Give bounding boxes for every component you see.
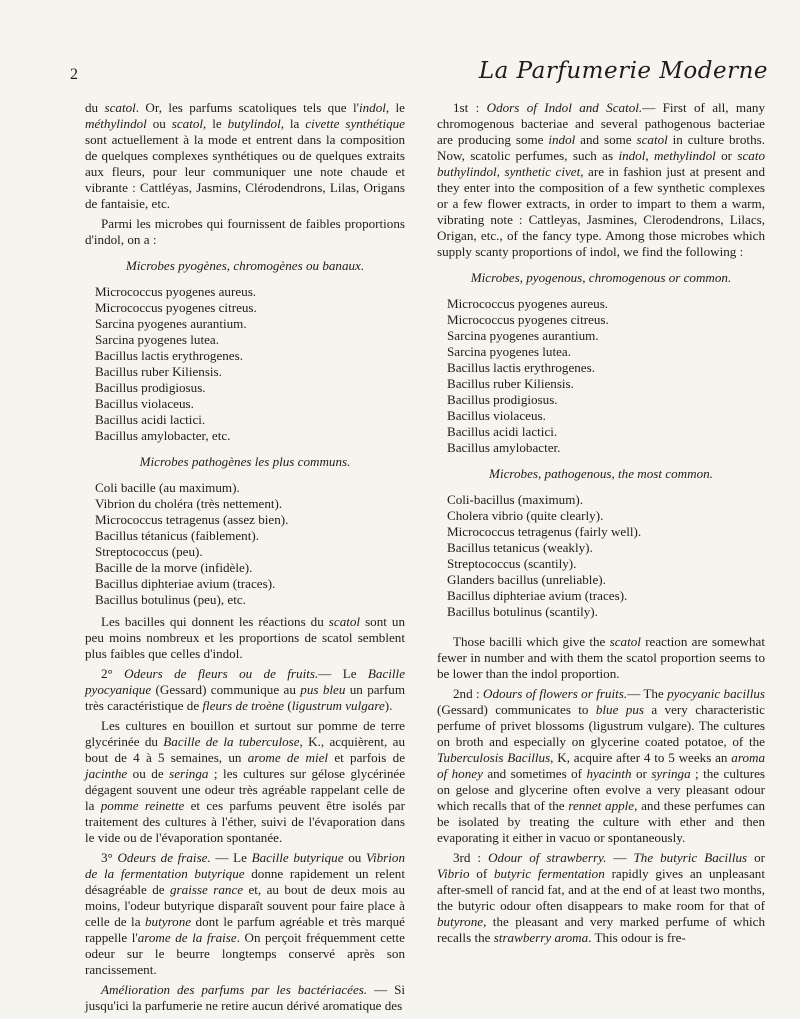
list-item: Bacillus violaceus. xyxy=(447,408,546,423)
microbe-list xyxy=(85,480,405,608)
list-item: Glanders bacillus (unreliable). xyxy=(447,572,606,587)
list-item: Micrococcus tetragenus (fairly well). xyxy=(447,524,642,539)
list-item: Micrococcus tetragenus (assez bien). xyxy=(95,512,289,527)
list-item: Sarcina pyogenes lutea. xyxy=(447,344,571,359)
list-item: Bacillus prodigiosus. xyxy=(447,392,558,407)
list-item: Cholera vibrio (quite clearly). xyxy=(447,508,604,523)
paragraph: 3° Odeurs de fraise. — Le Bacille butyrique ou Vibrion de la fermentation butyrique donne rapidement un relent désagréable de graisse rance et, au bout de deux mois au moins, l'odeur butyrique disparaît souvent pour faire place à celle de la butyrone dont le parfum agréable et très marqué rappelle l'arome de la fraise. On perçoit fréquemment cette odeur sur le beurre longtemps conservé après son rancissement. xyxy=(85,850,405,977)
list-item: Bacillus diphteriae avium (traces). xyxy=(95,576,276,591)
paragraph: Amélioration des parfums par les bactériacées. — Si jusqu'ici la parfumerie ne retire aucun dérivé aromatique des xyxy=(85,982,405,1013)
list-item: Micrococcus pyogenes citreus. xyxy=(447,312,609,327)
paragraph: Parmi les microbes qui fournissent de faibles proportions d'indol, on a : xyxy=(85,216,405,247)
list-item: Bacillus amylobacter, etc. xyxy=(95,428,231,443)
list-item: Streptococcus (scantily). xyxy=(447,556,577,571)
section-heading: Microbes pathogènes les plus communs. xyxy=(139,454,351,469)
page-number: 2 xyxy=(70,66,78,83)
list-item: Bacillus tetanicus (weakly). xyxy=(447,540,593,555)
list-item: Bacille de la morve (infidèle). xyxy=(95,560,253,575)
microbe-list xyxy=(437,296,765,456)
section-heading: Microbes pyogènes, chromogènes ou banaux. xyxy=(125,258,365,273)
list-item: Bacillus prodigiosus. xyxy=(95,380,206,395)
paragraph: 2° Odeurs de fleurs ou de fruits.— Le Bacille pyocyanique (Gessard) communique au pus bleu un parfum très caractéristique de fleurs de troène (ligustrum vulgare). xyxy=(85,666,406,713)
list-item: Bacillus lactis erythrogenes. xyxy=(447,360,595,375)
list-item: Micrococcus pyogenes citreus. xyxy=(95,300,257,315)
list-item: Bacillus acidi lactici. xyxy=(95,412,206,427)
list-item: Bacillus botulinus (peu), etc. xyxy=(95,592,246,607)
list-item: Micrococcus pyogenes aureus. xyxy=(447,296,609,311)
section-heading: Microbes, pathogenous, the most common. xyxy=(489,466,713,481)
list-item: Coli bacille (au maximum). xyxy=(95,480,240,495)
microbe-list xyxy=(85,284,405,444)
list-item: Vibrion du choléra (très nettement). xyxy=(95,496,283,511)
french-column xyxy=(85,100,405,1018)
paragraph: 3rd : Odour of strawberry. — The butyric Bacillus or Vibrio of butyric fermentation rapidly gives an unpleasant after-smell of rancid fat, and at the end of at least two months, the butyric odour often disappears to make room for that of butyrone, the pleasant and very marked perfume of which recalls the strawberry aroma. This odour is fre- xyxy=(437,850,765,945)
paragraph: Les bacilles qui donnent les réactions du scatol sont un peu moins nombreux et les proportions de scatol semblent plus faibles que celles d'indol. xyxy=(85,614,406,661)
list-item: Sarcina pyogenes aurantium. xyxy=(95,316,247,331)
list-item: Sarcina pyogenes aurantium. xyxy=(447,328,599,343)
paragraph: du scatol. Or, les parfums scatoliques tels que l'indol, le méthylindol ou scatol, le butylindol, la civette synthétique sont actuellement à la mode et entrent dans la composition de quelques complexes synthétiques ou de quelques extraits aux fleurs, pour leur communiquer une note chaude et vibrante : Cattléyas, Jasmins, Clérodendrons, Lilas, Origans de fantaisie, etc. xyxy=(85,100,405,211)
list-item: Bacillus ruber Kiliensis. xyxy=(447,376,574,391)
list-item: Streptococcus (peu). xyxy=(95,544,203,559)
paragraph: 2nd : Odours of flowers or fruits.— The pyocyanic bacillus (Gessard) communicates to blue pus a very characteristic perfume of privet blossoms (ligustrum vulgare). The cultures on broth and especially on glycerine coated potatoe, of the Tuberculosis Bacillus, K, acquire after 4 to 5 weeks an aroma of honey and sometimes of hyacinth or syringa ; the cultures on gelose and glycerine often evolve a very pleasant odour which recalls that of the rennet apple, and these perfumes can be isolated by treating the culture with ether and then evaporating it either in vacuo or spontaneously. xyxy=(437,686,765,845)
paragraph: 1st : Odors of Indol and Scatol.— First of all, many chromogenous bacteriae and several pathogenous bacteriae are producing some indol and some scatol in culture broths. Now, scatolic perfumes, such as indol, methylindol or scato buthylindol, synthetic civet, are in fashion just at present and they enter into the composition of a few synthetic complexes or a few flower extracts, in order to impart to them a warm, vibrating note : Cattleyas, Jasmines, Clerodendrons, Lilacs, Origan, etc., of the fancy type. Among those microbes which supply scanty proportions of indol, we find the following : xyxy=(437,100,766,259)
list-item: Bacillus violaceus. xyxy=(95,396,194,411)
list-item: Bacillus lactis erythrogenes. xyxy=(95,348,243,363)
list-item: Micrococcus pyogenes aureus. xyxy=(95,284,257,299)
journal-title: La Parfumerie Moderne xyxy=(478,58,768,84)
section-heading: Microbes, pyogenous, chromogenous or common. xyxy=(470,270,732,285)
english-column xyxy=(437,100,765,950)
list-item: Bacillus acidi lactici. xyxy=(447,424,558,439)
list-item: Sarcina pyogenes lutea. xyxy=(95,332,219,347)
list-item: Bacillus tétanicus (faiblement). xyxy=(95,528,259,543)
list-item: Bacillus amylobacter. xyxy=(447,440,561,455)
list-item: Bacillus ruber Kiliensis. xyxy=(95,364,222,379)
list-item: Coli-bacillus (maximum). xyxy=(447,492,584,507)
paragraph: Those bacilli which give the scatol reaction are somewhat fewer in number and with them the scatol proportion seems to be lower than the indol proportion. xyxy=(437,634,765,681)
list-item: Bacillus diphteriae avium (traces). xyxy=(447,588,628,603)
list-item: Bacillus botulinus (scantily). xyxy=(447,604,598,619)
paragraph: Les cultures en bouillon et surtout sur pomme de terre glycérinée du Bacille de la tuberculose, K., acquièrent, au bout de 4 à 5 semaines, un arome de miel et parfois de jacinthe ou de seringa ; les cultures sur gélose glycérinée dégagent souvent une odeur très agréable rappelant celle de la pomme reinette et ces parfums peuvent être isolés par traitement des cultures à l'éther, suivi de l'évaporation dans le vide ou de l'évaporation spontanée. xyxy=(85,718,406,845)
microbe-list xyxy=(437,492,765,620)
